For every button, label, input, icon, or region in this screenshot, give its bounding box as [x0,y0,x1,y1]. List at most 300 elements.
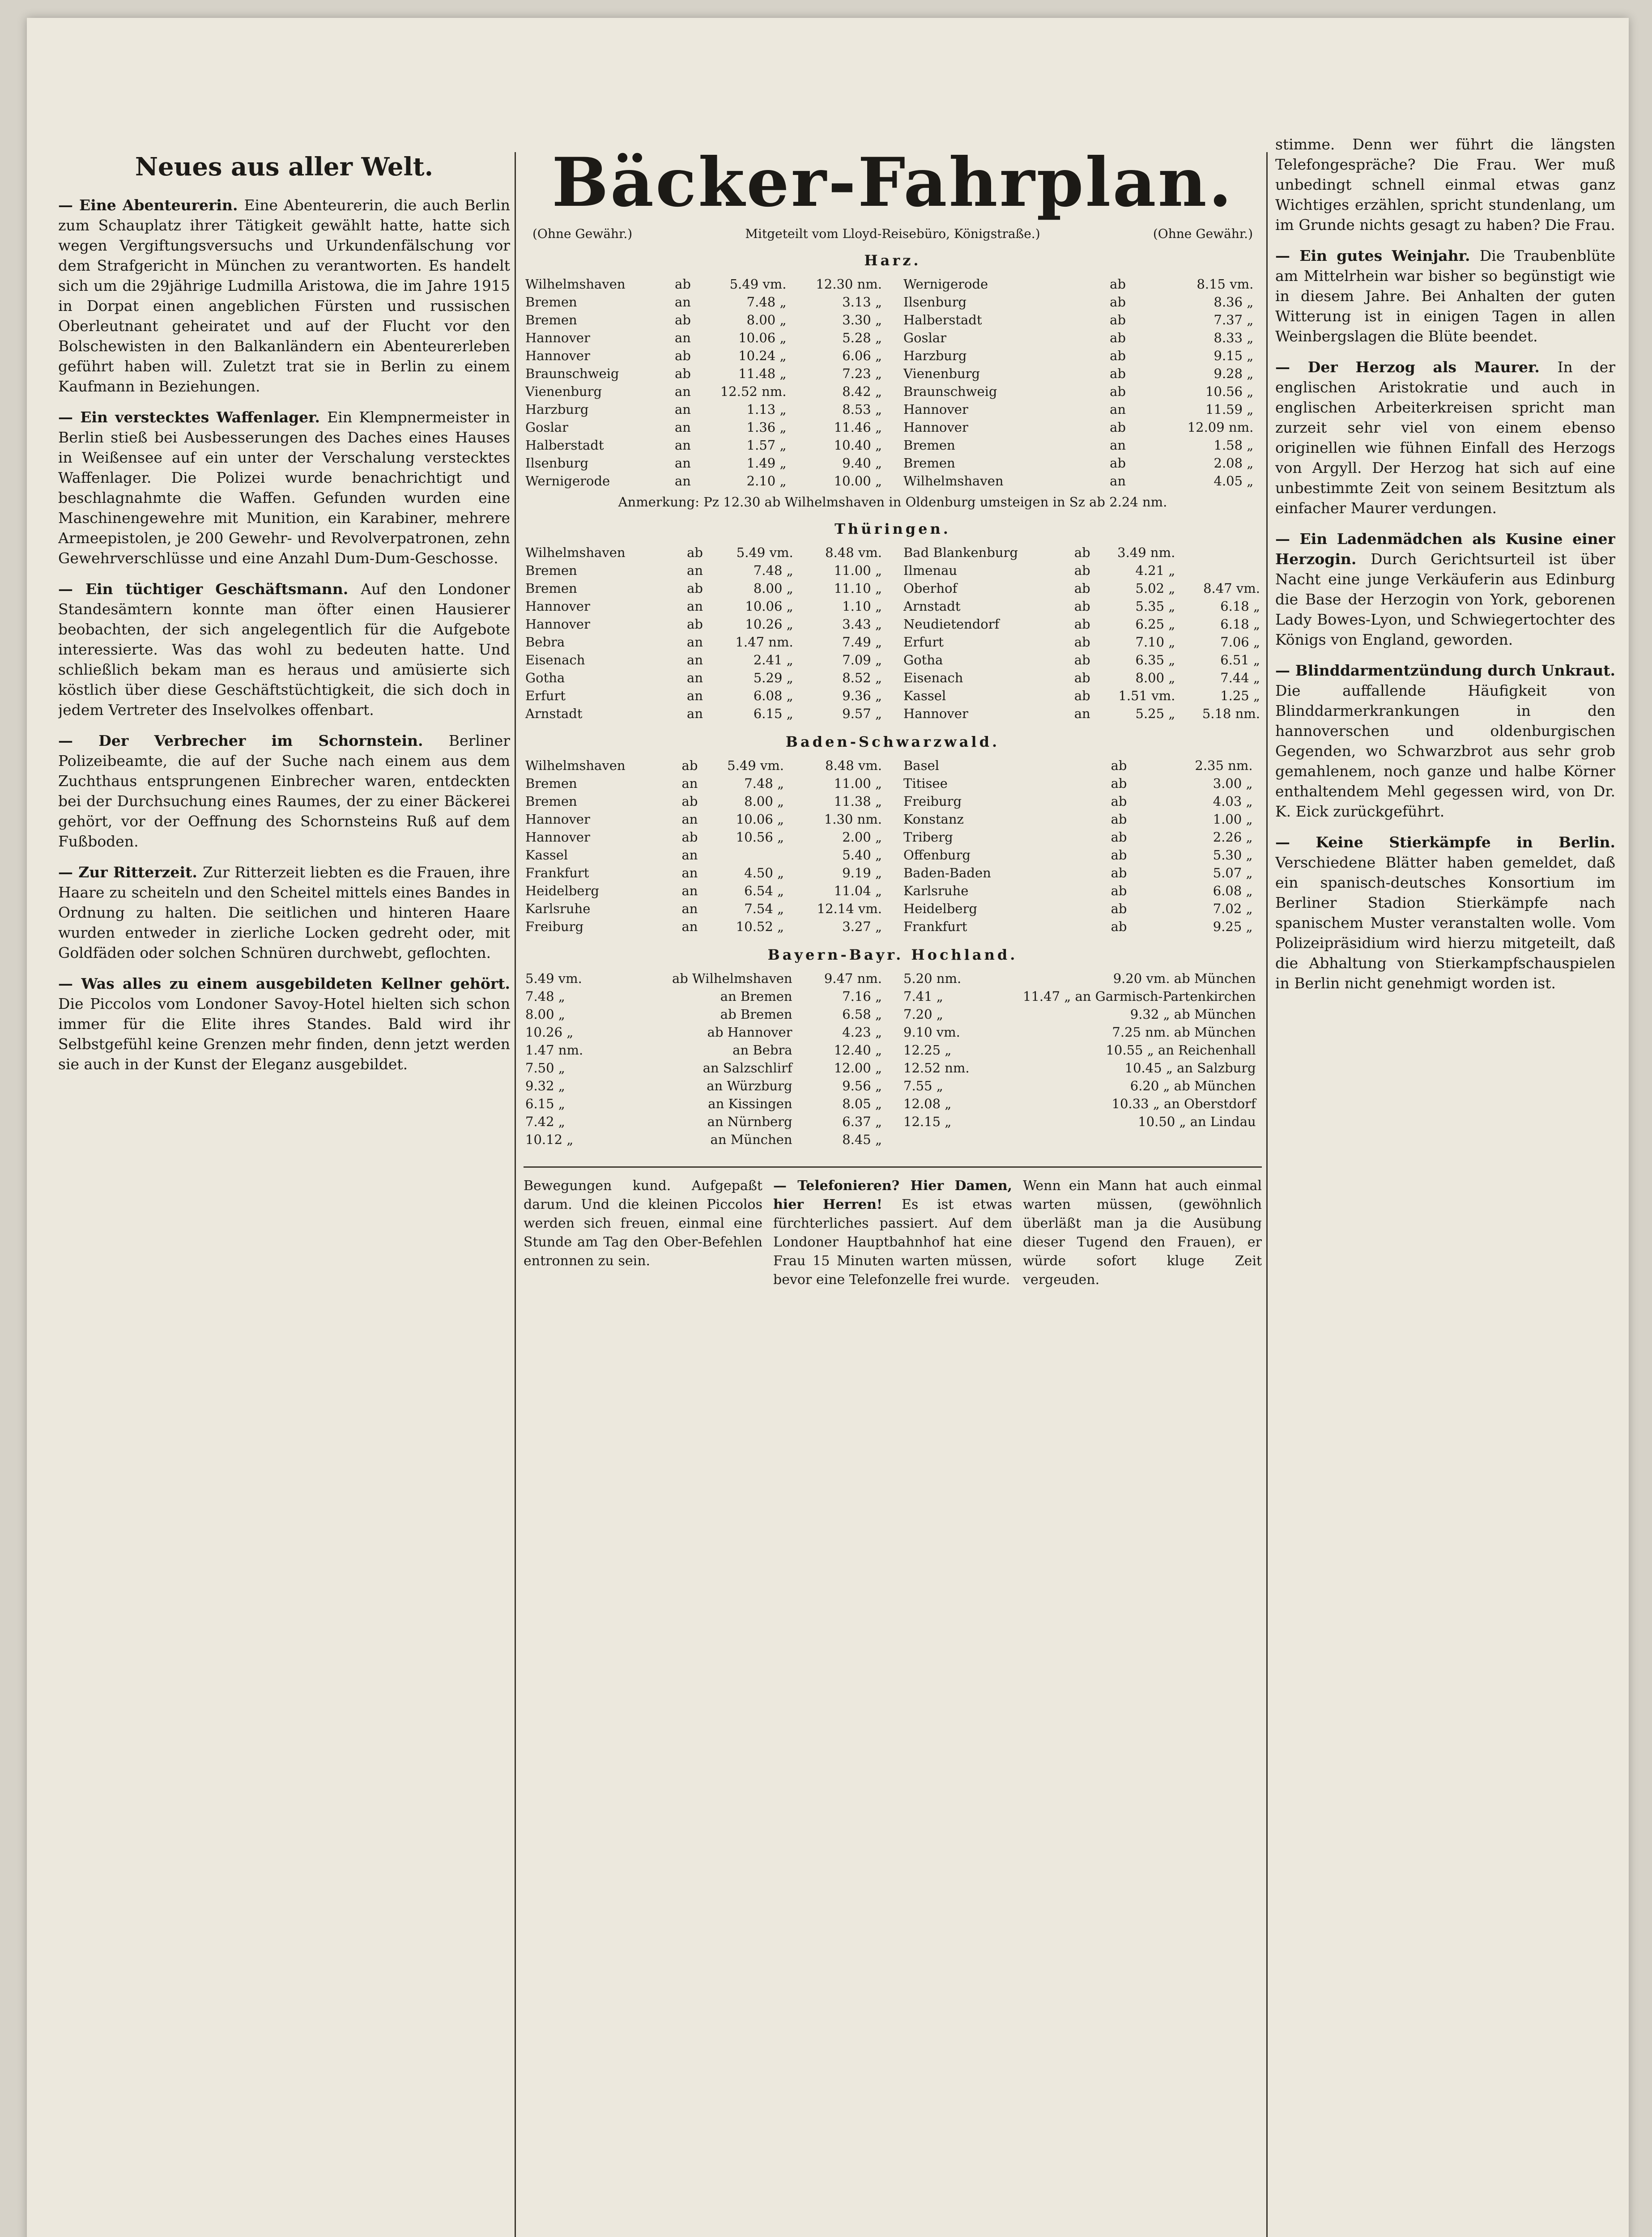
table-row [524,810,884,828]
table-cell: 2.26 „ [1213,829,1253,845]
table-cell [1255,436,1262,454]
table-cell: 6.51 „ [1220,652,1260,668]
table-cell: ab [1110,366,1126,381]
article [58,579,510,720]
table-cell: 3.30 „ [842,312,882,327]
table-cell: 12.08 „ [903,1096,952,1111]
article [1275,134,1615,235]
section-bayern: Bayern-Bayr. Hochland. [767,946,1018,963]
table-cell [1258,987,1262,1005]
table-cell [1258,1005,1262,1023]
table-row [902,900,1262,918]
table-cell: Vienenburg [903,366,980,381]
table-row [524,633,884,651]
table-row [902,987,1262,1005]
table-cell: Frankfurt [525,865,589,880]
table-cell: an [687,563,703,578]
baden-tables [524,757,1262,936]
table-cell [1258,1041,1262,1059]
table-cell: Karlsruhe [903,883,969,898]
table-cell: ab [1111,901,1127,916]
timetable-title: Bäcker-Fahrplan. [552,143,1234,222]
table-row [902,1023,1262,1041]
table-cell: 9.56 „ [842,1078,882,1093]
table-cell [1255,383,1262,400]
table-cell: Bremen [525,312,577,327]
table-cell [1255,418,1262,436]
article [58,731,510,851]
table-row [902,329,1262,347]
disclaimer-right: (Ohne Gewähr.) [1153,226,1253,241]
table-row [524,293,884,311]
table-row [902,597,1262,615]
table-cell: 8.36 „ [1213,294,1254,310]
table-cell: Karlsruhe [525,901,591,916]
table-cell [1255,774,1262,792]
table-cell: 6.15 „ [525,1096,565,1111]
table-cell [1258,970,1262,987]
table-row [902,882,1262,900]
table-cell: 4.23 „ [842,1025,882,1040]
timetable-column [524,134,1262,2237]
table-cell: Kassel [903,688,946,703]
table-cell: 7.37 „ [1213,312,1254,327]
table-row [524,987,884,1005]
table-cell: 12.15 „ [903,1114,952,1129]
table-row [902,1005,1262,1023]
table-row [524,275,884,293]
article [1023,1177,1262,1289]
left-column-title: Neues aus aller Welt. [135,152,434,182]
table-cell: 1.13 „ [746,402,787,417]
table-cell: an [687,634,703,650]
table-cell: 7.48 „ [525,989,565,1004]
table-cell: 2.41 „ [753,652,793,668]
article-title: — Was alles zu einem ausgebildeten Kellner gehört. [58,975,510,992]
table-cell [1258,1059,1262,1077]
table-cell: 9.36 „ [842,688,882,703]
table-cell: an [674,420,691,435]
table-cell: ab [1111,758,1127,773]
table-cell: Hannover [525,330,590,345]
article-title: — Keine Stierkämpfe in Berlin. [1275,834,1615,851]
table-row [524,436,884,454]
table-cell: 11.48 „ [738,366,787,381]
article [58,974,510,1074]
table-cell: Bremen [525,794,577,809]
table-cell: Bremen [903,438,955,453]
table-cell: Bremen [525,563,577,578]
table-cell: 7.48 „ [746,294,787,310]
table-cell: Ilsenburg [525,455,589,471]
table-cell: Gotha [903,652,943,668]
table-row [902,774,1262,792]
table-cell: Arnstadt [903,599,961,614]
table-row [902,436,1262,454]
table-cell: 4.05 „ [1213,473,1254,489]
table-row [902,828,1262,846]
table-cell: Wernigerode [525,473,610,489]
table-cell: 8.15 vm. [1196,276,1254,292]
table-cell: 10.33 „ an Oberstdorf [1111,1096,1256,1111]
table-cell: ab [687,545,703,560]
table-cell: an [1110,473,1126,489]
table-cell: Braunschweig [525,366,619,381]
table-cell: 9.19 „ [842,865,882,880]
table-cell: 11.47 „ an Garmisch-Partenkirchen [1023,989,1256,1004]
table-row [902,846,1262,864]
table-cell [1255,454,1262,472]
left-column [58,134,510,2237]
table-cell: 2.10 „ [746,473,787,489]
article-title: — Ein Ladenmädchen als Kusine einer Herzogin. [1275,530,1615,568]
table-cell: 5.49 vm. [727,758,784,773]
baden-left-table [524,757,884,936]
table-row [524,757,884,774]
table-cell: Hannover [525,829,590,845]
table-cell: an München [710,1132,792,1147]
article-title: — Telefonieren? Hier Damen, hier Herren! [773,1178,1012,1212]
article-text: Die Traubenblüte am Mittelrhein war bisher so begünstigt wie in diesem Jahre. Bei Anhalten der guten Witterung ist in einigen Tagen in allen Weinbergslagen die Blüte beendet. [1275,247,1615,345]
table-row [524,705,884,723]
table-cell: ab [1111,847,1127,863]
table-cell: Gotha [525,670,565,685]
table-row [524,311,884,329]
table-cell: 4.50 „ [744,865,784,880]
table-cell: 5.28 „ [842,330,882,345]
table-cell: an [681,812,698,827]
table-cell: 11.10 „ [834,581,882,596]
table-cell: ab [1111,865,1127,880]
table-cell: an Würzburg [707,1078,792,1093]
article [1275,529,1615,650]
table-row [902,1059,1262,1077]
table-row [902,293,1262,311]
table-cell: Halberstadt [525,438,604,453]
table-cell: 5.30 „ [1213,847,1253,863]
article-title: — Eine Abenteurerin. [58,196,244,214]
table-row [902,454,1262,472]
article-text: Auf den Londoner Standesämtern konnte man öfter einen Hausierer beobachten, der sich angelegentlich für die Aufgebote interessierte. Was das wohl zu bedeuten hatte. Und schließlich bekam man es heraus und amüsierte sich köstlich über diese Geschäftstüchtigkeit, die sich doch in jedem Vertreter des Inselvolkes offenbart. [58,580,510,719]
table-cell: 12.40 „ [834,1042,882,1058]
table-cell: an Kissingen [708,1096,792,1111]
table-cell: 1.47 nm. [735,634,793,650]
table-cell: Wernigerode [903,276,988,292]
timetable-subtitle [532,226,1253,241]
table-cell: 1.30 nm. [824,812,882,827]
table-cell: ab [681,758,698,773]
table-row [524,347,884,365]
table-cell: 2.00 „ [842,829,882,845]
table-cell: ab [1074,563,1090,578]
table-row [902,633,1262,651]
table-cell: 7.49 „ [842,634,882,650]
table-cell: ab [1111,776,1127,791]
table-cell: 6.25 „ [1135,617,1175,632]
table-cell: 1.49 „ [746,455,787,471]
table-row [524,561,884,579]
article-text: stimme. Denn wer führt die längsten Telefongespräche? Die Frau. Wer muß unbedingt schnell einmal etwas ganz Wichtiges erzählen, spricht stundenlang, um im Grunde nichts gesagt zu haben? Die Frau. [1275,136,1615,234]
table-row [902,687,1262,705]
table-cell [1255,846,1262,864]
table-cell: Bremen [525,294,577,310]
table-cell: Heidelberg [903,901,977,916]
table-cell: 10.12 „ [525,1132,574,1147]
thueringen-left-table [524,544,884,723]
table-cell: 10.40 „ [834,438,882,453]
article-text: Bewegungen kund. Aufgepaßt darum. Und die kleinen Piccolos werden sich freuen, einmal eine Stunde am Tag den Ober-Befehlen entronnen zu sein. [524,1178,762,1269]
article-title: — Der Herzog als Maurer. [1275,358,1558,376]
table-cell: ab [687,581,703,596]
table-cell: 10.26 „ [745,617,793,632]
table-cell: 11.59 „ [1205,402,1254,417]
table-cell: 11.00 „ [834,776,882,791]
table-row [524,1131,884,1148]
table-cell: an [674,438,691,453]
harz-right-table [902,275,1262,490]
table-cell: an [674,473,691,489]
table-cell: Baden-Baden [903,865,991,880]
table-cell: Eisenach [903,670,963,685]
table-cell: 11.04 „ [834,883,882,898]
table-row [902,918,1262,936]
table-cell: Neudietendorf [903,617,1000,632]
table-cell: 7.02 „ [1213,901,1253,916]
table-cell: 1.36 „ [746,420,787,435]
table-row [902,705,1262,723]
table-cell: 11.46 „ [834,420,882,435]
table-cell: 8.48 vm. [825,758,882,773]
table-cell: an [681,865,698,880]
table-cell: 5.35 „ [1135,599,1175,614]
table-cell: 2.35 nm. [1195,758,1253,773]
article [1275,660,1615,821]
table-cell [1258,1077,1262,1095]
article-text: Die auffallende Häufigkeit von Blinddarmerkrankungen in den hannoverschen und oldenburgischen Gegenden, wo Schwarzbrot aus sehr grob gemahlenem, noch ganze und halbe Körner enthaltendem Mehl gegessen wird, von Dr. K. Eick zurückgeführt. [1275,682,1615,820]
table-cell: 1.10 „ [842,599,882,614]
table-cell: Wilhelmshaven [903,473,1004,489]
table-cell: 7.41 „ [903,989,943,1004]
table-cell: 12.25 „ [903,1042,952,1058]
table-cell: 8.33 „ [1213,330,1254,345]
table-cell: Harzburg [903,348,967,363]
table-row [902,757,1262,774]
table-cell: 5.49 vm. [525,971,582,986]
table-cell: 10.50 „ an Lindau [1138,1114,1256,1129]
table-cell [1258,1113,1262,1131]
left-articles [58,195,510,1074]
table-cell: 7.09 „ [842,652,882,668]
table-cell: 1.57 „ [746,438,787,453]
table-cell: an [1110,438,1126,453]
table-row [524,418,884,436]
table-cell: an [674,384,691,399]
table-cell [1255,900,1262,918]
table-cell: 7.55 „ [903,1078,943,1093]
table-cell: Hannover [525,348,590,363]
table-cell: 1.47 nm. [525,1042,583,1058]
thueringen-tables [524,544,1262,723]
table-cell: 6.15 „ [753,706,793,721]
table-cell: ab [1074,617,1090,632]
table-row [524,864,884,882]
table-row [524,792,884,810]
table-cell: ab [1110,348,1126,363]
table-cell: 10.56 „ [736,829,784,845]
table-cell [1255,918,1262,936]
article-text: Die Piccolos vom Londoner Savoy-Hotel hielten sich schon immer für die Elite ihres Standes. Bald wird ihr Selbstgefühl keine Grenzen mehr finden, denn jetzt werden sie auch in der Kunst der Eleganz ausgebildet. [58,995,510,1073]
table-cell [1255,293,1262,311]
table-cell: 10.24 „ [738,348,787,363]
table-cell: ab [1111,829,1127,845]
table-cell: 9.15 „ [1213,348,1254,363]
article-title: — Ein tüchtiger Geschäftsmann. [58,580,361,598]
table-cell: Harzburg [525,402,589,417]
table-cell: Wilhelmshaven [525,276,626,292]
table-cell: Bremen [903,455,955,471]
table-row [902,1041,1262,1059]
table-row [902,544,1262,561]
table-cell: 7.54 „ [744,901,784,916]
table-cell: Bad Blankenburg [903,545,1018,560]
table-cell: 1.00 „ [1213,812,1253,827]
table-cell [1255,757,1262,774]
table-cell: ab [1111,883,1127,898]
table-cell: 8.53 „ [842,402,882,417]
table-row [524,365,884,383]
article-title: — Blinddarmentzündung durch Unkraut. [1275,662,1615,679]
newspaper-page [27,18,1629,2237]
table-cell: an [1110,402,1126,417]
table-cell: ab Bremen [720,1007,792,1022]
table-row [524,579,884,597]
table-cell: 6.54 „ [744,883,784,898]
article [58,407,510,568]
table-cell: ab [1074,652,1090,668]
table-cell [1255,810,1262,828]
table-cell: an [674,455,691,471]
table-row [524,828,884,846]
table-row [524,882,884,900]
table-cell: Hannover [903,402,968,417]
article-text: Ein Klempnermeister in Berlin stieß bei Ausbesserungen des Daches eines Hauses in Weißensee auf ein unter der Verschalung verstecktes Waffenlager. Die Polizei wurde benachrichtigt und beschlagnahmte die Waffen. Gefunden wurden eine Maschinengewehre mit Munition, ein Karabiner, mehrere Armeepistolen, je 200 Gewehr- und Revolverpatronen, zehn Gewehrverschlüsse und eine Anzahl Dum-Dum-Geschosse. [58,408,510,567]
table-cell: Erfurt [525,688,566,703]
table-cell: Eisenach [525,652,585,668]
table-cell: 7.16 „ [842,989,882,1004]
table-cell: 4.21 „ [1135,563,1175,578]
table-cell: 10.56 „ [1205,384,1254,399]
table-row [524,1023,884,1041]
article-text: In der englischen Aristokratie und auch in englischen Arbeiterkreisen spricht man zurzeit sehr viel von einem ebenso originellen wie fühnen Einfall des Herzogs von Argyll. Der Herzog hat sich auf eine unbestimmte Zeit von seinem Besitztum als einfacher Maurer verdungen. [1275,358,1615,517]
table-cell: 10.06 „ [745,599,793,614]
table-cell: 10.06 „ [738,330,787,345]
table-cell: Triberg [903,829,953,845]
table-cell: 6.18 „ [1220,599,1260,614]
table-row [902,615,1262,633]
table-cell [1255,311,1262,329]
table-cell: 12.09 nm. [1187,420,1254,435]
table-row [524,400,884,418]
table-cell: 8.48 vm. [825,545,882,560]
table-cell: Heidelberg [525,883,599,898]
table-row [902,1077,1262,1095]
table-row [524,329,884,347]
table-cell: 10.45 „ an Salzburg [1124,1060,1256,1076]
table-cell: 6.08 „ [1213,883,1253,898]
table-cell [1255,275,1262,293]
table-cell [1255,329,1262,347]
table-cell: 6.35 „ [1135,652,1175,668]
table-row [902,810,1262,828]
table-cell: ab [675,348,691,363]
table-cell [1177,544,1262,561]
table-cell: 9.28 „ [1213,366,1254,381]
table-cell: Vienenburg [525,384,602,399]
table-cell: 6.08 „ [753,688,793,703]
bayern-left-table [524,970,884,1148]
table-cell: an [681,901,698,916]
table-row [524,970,884,987]
table-cell: Wilhelmshaven [525,758,626,773]
table-row [524,597,884,615]
table-cell: 12.30 nm. [816,276,882,292]
section-thueringen: Thüringen. [835,520,951,537]
disclaimer-left: (Ohne Gewähr.) [532,226,633,241]
table-cell: 10.55 „ an Reichenhall [1106,1042,1256,1058]
table-cell: ab [1074,599,1090,614]
table-cell: 9.32 „ [525,1078,565,1093]
table-cell: ab [1074,688,1090,703]
article [58,862,510,963]
table-cell: 7.10 „ [1135,634,1175,650]
table-cell: Hannover [525,617,590,632]
table-row [524,1005,884,1023]
table-cell: Freiburg [525,919,584,934]
table-cell: 5.40 „ [842,847,882,863]
table-cell: 7.48 „ [744,776,784,791]
article-title: — Ein verstecktes Waffenlager. [58,408,328,426]
article-text: Berliner Polizeibeamte, die auf der Suche nach einem aus dem Zuchthaus entsprungenen Einbrecher waren, entdeckten bei der Durchsuchung eines Raumes, der zu einer Bäckerei gehört, vor der Oeffnung des Schornsteins Ruß auf dem Fußboden. [58,732,510,850]
table-cell [1255,347,1262,365]
table-cell: 8.00 „ [746,312,787,327]
article-text: Durch Gerichtsurteil ist über Nacht eine junge Verkäuferin aus Edinburg die Base der Herzogin von York, geborenen Lady Bowes-Lyon, und Schwiegertochter des Königs von England, geworden. [1275,550,1615,648]
table-row [524,669,884,687]
table-cell: Goslar [903,330,946,345]
article [1275,246,1615,346]
table-row [524,918,884,936]
article [58,195,510,396]
table-cell: ab Hannover [707,1025,792,1040]
table-cell: 7.42 „ [525,1114,565,1129]
table-row [524,651,884,669]
table-cell: an [674,330,691,345]
table-cell: an [1074,706,1090,721]
table-row [902,347,1262,365]
table-cell: 5.02 „ [1135,581,1175,596]
table-cell: ab [1074,581,1090,596]
table-cell: Kassel [525,847,568,863]
table-cell: 8.45 „ [842,1132,882,1147]
section-harz: Harz. [864,252,921,269]
table-row [902,651,1262,669]
table-cell: Hannover [525,812,590,827]
table-cell [1255,472,1262,490]
table-cell: 6.18 „ [1220,617,1260,632]
table-cell: 3.27 „ [842,919,882,934]
article-text: Verschiedene Blätter haben gemeldet, daß ein spanisch-deutsches Konsortium im Berliner Stadion Stierkämpfe nach spanischem Muster veranstalten wolle. Vom Polizeipräsidium wird hierzu mitgeteilt, daß die Abhaltung von Stierkampfschauspielen in Berlin nicht genehmigt worden ist. [1275,854,1615,992]
table-cell: Freiburg [903,794,962,809]
table-row [902,1095,1262,1113]
